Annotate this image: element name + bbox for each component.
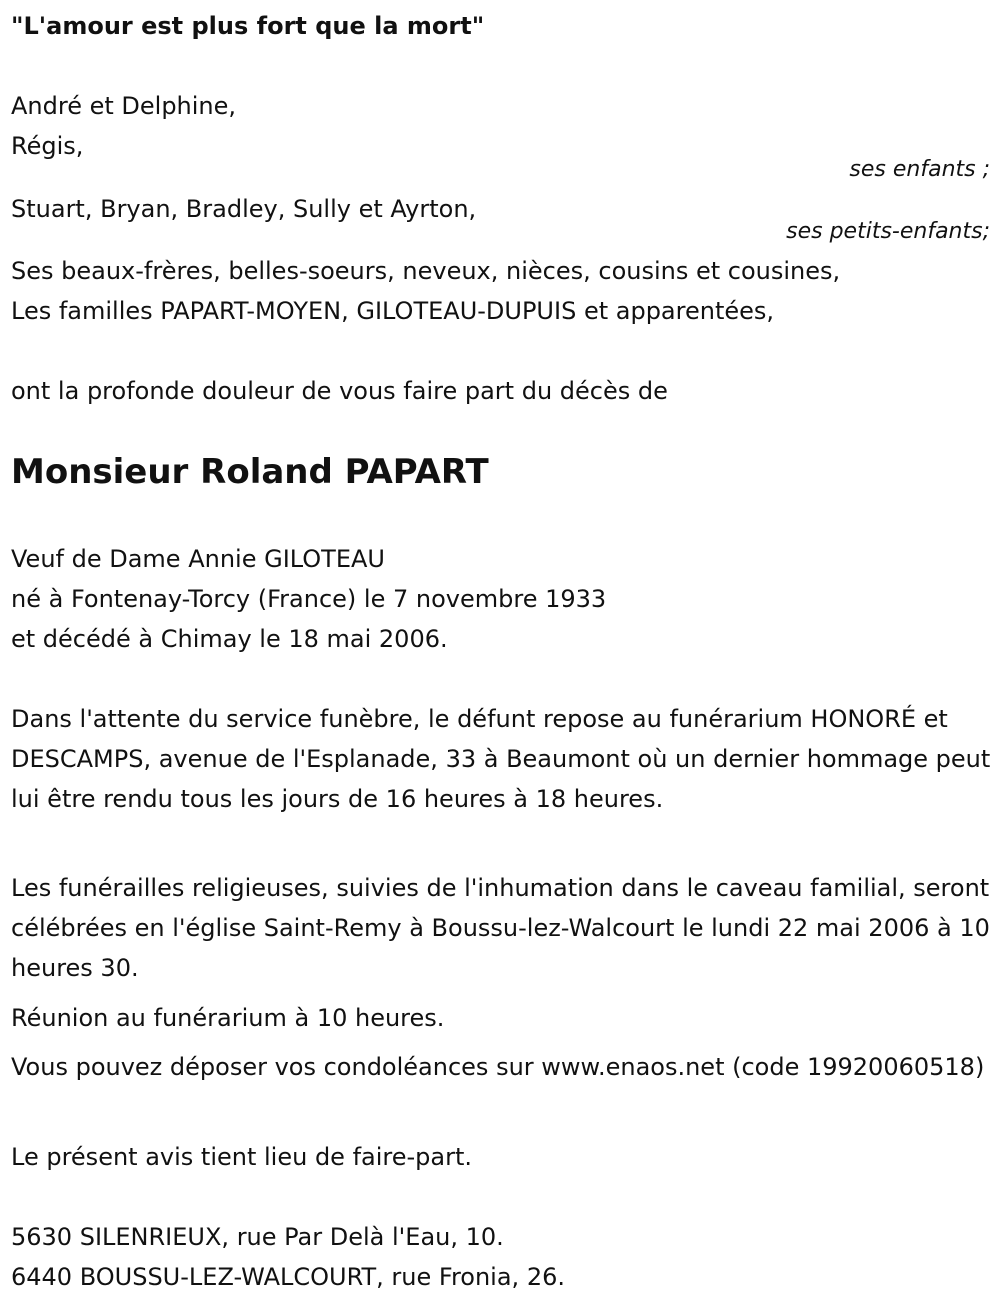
relatives-line: Ses beaux-frères, belles-soeurs, neveux, nièces, cousins et cousines, <box>11 257 841 285</box>
condolences-paragraph: Vous pouvez déposer vos condoléances sur www.enaos.net (code 19920060518) <box>11 1053 985 1081</box>
address-line: 6440 BOUSSU-LEZ-WALCOURT, rue Fronia, 26. <box>11 1263 565 1291</box>
announcement-text: ont la profonde douleur de vous faire part du décès de <box>11 377 668 405</box>
funeral-paragraph: Les funérailles religieuses, suivies de l'inhumation dans le caveau familial, seront célébrées en l'église Saint-Remy à Boussu-lez-Walcourt le lundi 22 mai 2006 à 10 heures 30. <box>11 874 990 982</box>
notice-paragraph: Le présent avis tient lieu de faire-part. <box>11 1143 473 1171</box>
widower-line: Veuf de Dame Annie GILOTEAU <box>11 545 385 573</box>
grandchildren-names: Stuart, Bryan, Bradley, Sully et Ayrton, <box>11 195 477 223</box>
epigraph-quote: "L'amour est plus fort que la mort" <box>11 12 485 40</box>
families-line: Les familles PAPART-MOYEN, GILOTEAU-DUPUIS et apparentées, <box>11 297 775 325</box>
meeting-paragraph: Réunion au funérarium à 10 heures. <box>11 1004 445 1032</box>
children-label: ses enfants ; <box>849 157 990 182</box>
deceased-name: Monsieur Roland PAPART <box>11 452 489 492</box>
death-line: et décédé à Chimay le 18 mai 2006. <box>11 625 448 653</box>
address-line: 5630 SILENRIEUX, rue Par Delà l'Eau, 10. <box>11 1223 504 1251</box>
children-names-line1: André et Delphine, <box>11 92 237 120</box>
rest-paragraph: Dans l'attente du service funèbre, le défunt repose au funérarium HONORÉ et DESCAMPS, avenue de l'Esplanade, 33 à Beaumont où un dernier hommage peut lui être rendu tous les jours de 16 heures à 18 heures. <box>11 705 991 813</box>
grandchildren-label: ses petits-enfants; <box>786 219 990 244</box>
birth-line: né à Fontenay-Torcy (France) le 7 novembre 1933 <box>11 585 607 613</box>
children-names-line2: Régis, <box>11 132 84 160</box>
